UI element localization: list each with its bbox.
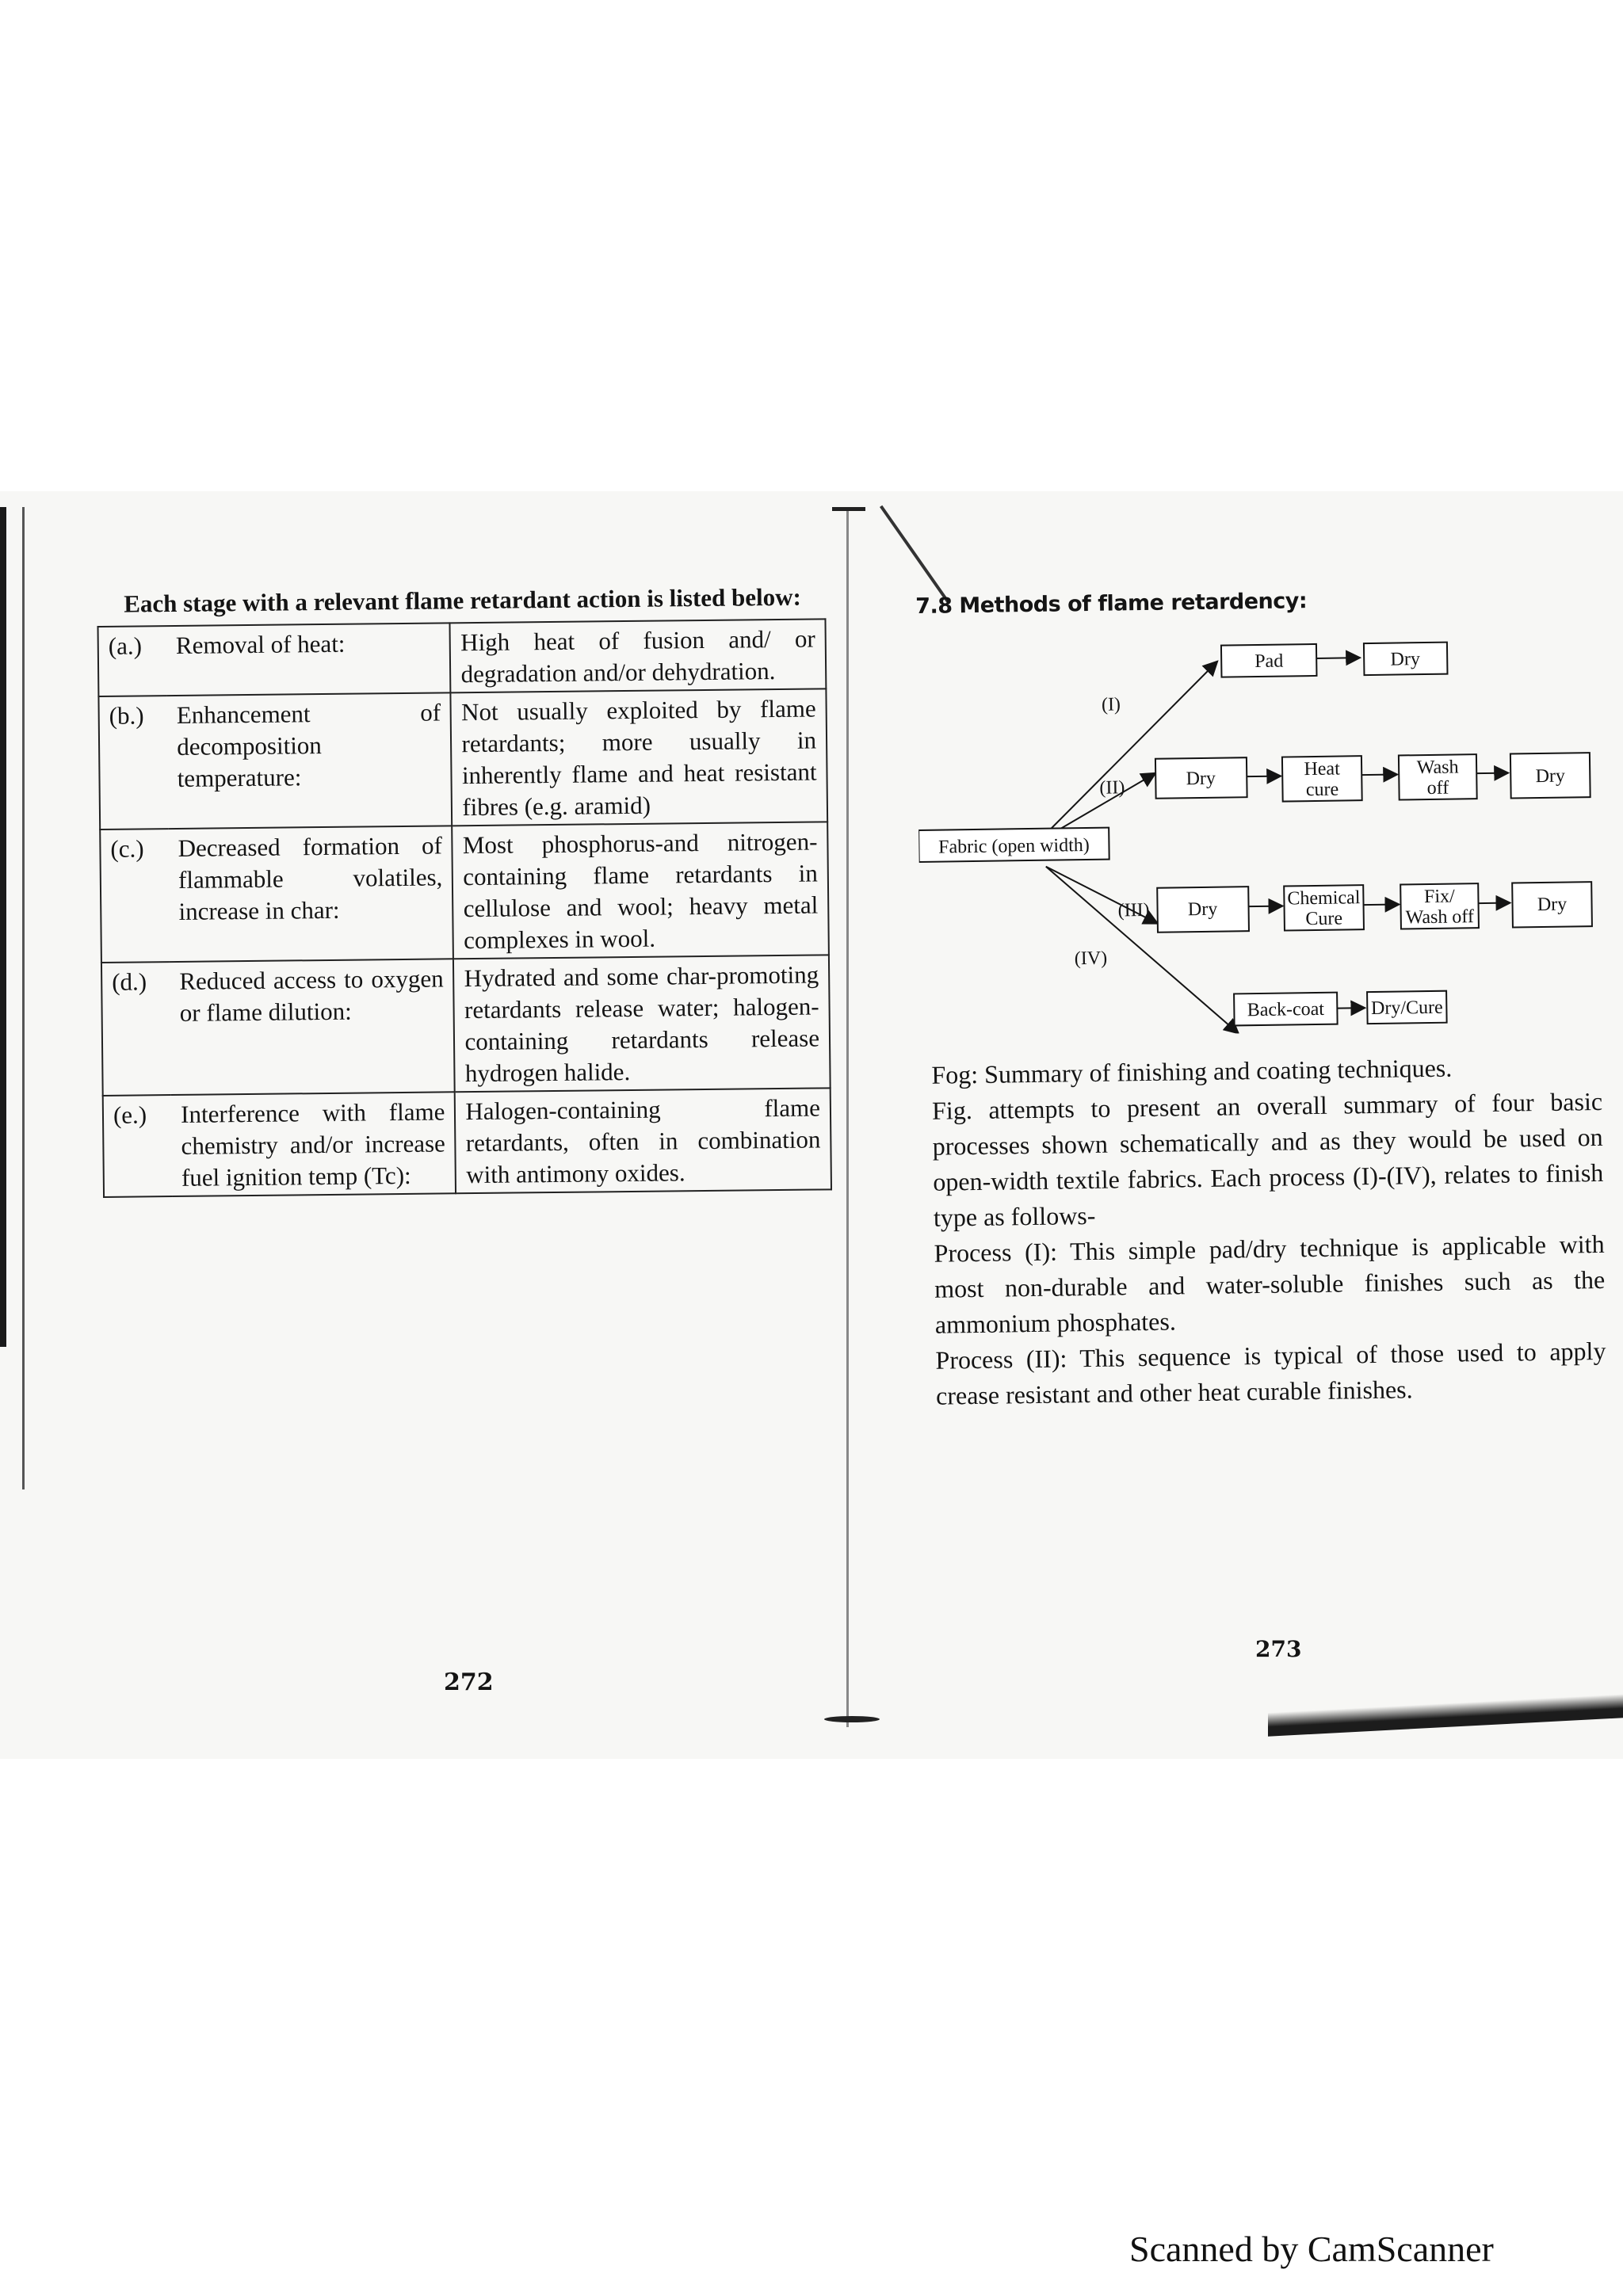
process-label-3: (III) (1117, 899, 1150, 921)
row-label: (c.) (100, 829, 170, 963)
arrow (1479, 903, 1510, 904)
heat-cure-label: cure (1305, 779, 1339, 801)
action-cell: Hydrated and some char-promoting retardants release water; halogen-containing retardants release hydrogen halide. (453, 955, 830, 1092)
stage-cell: Decreased formation of flammable volatiles, increase in char: (168, 826, 453, 962)
figure-caption: Fog: Summary of finishing and coating techniques. (931, 1053, 1453, 1089)
scanner-watermark: Scanned by CamScanner (1129, 2229, 1494, 2269)
stage-cell: Enhancement of decomposition temperature: (167, 692, 453, 829)
arrow (1249, 906, 1283, 907)
heat-cure-label: Heat (1304, 758, 1340, 780)
arrow (1476, 773, 1508, 774)
row-label: (b.) (98, 696, 168, 830)
dry-label: Dry (1390, 649, 1421, 670)
arrow (1361, 775, 1397, 776)
page-number-left: 272 (444, 1669, 494, 1696)
fabric-label: Fabric (open width) (938, 834, 1090, 858)
arrow (1364, 905, 1400, 906)
row-label: (a.) (98, 626, 167, 696)
intro-text: Each stage with a relevant flame retardant action is listed below: (124, 582, 802, 618)
action-cell: Most phosphorus-and nitrogen-containing flame retardants in cellulose and wool; heavy metal complexes in wool. (453, 822, 829, 959)
stage-cell: Interference with flame chemistry and/or increase fuel ignition temp (Tc): (171, 1092, 456, 1196)
gutter-mark (832, 507, 865, 511)
process-label-1: (I) (1101, 694, 1121, 715)
book-gutter (846, 507, 849, 1727)
action-cell: Halogen-containing flame retardants, often in combination with antimony oxides. (455, 1088, 831, 1193)
chemical-cure-label: Cure (1305, 908, 1343, 930)
back-coat-label: Back-coat (1247, 998, 1325, 1021)
table-row (103, 1088, 831, 1197)
page-edge-line (22, 507, 25, 1489)
stage-cell: Removal of heat: (166, 623, 451, 696)
branch-line-1 (1035, 662, 1220, 842)
page-number-right: 273 (1255, 1636, 1302, 1662)
table-row (98, 688, 827, 830)
process-flow-diagram (916, 616, 1603, 1038)
table-row (98, 619, 827, 696)
process-label-4: (IV) (1074, 948, 1108, 970)
flame-retardant-table (97, 618, 833, 1198)
wash-off-label: Wash (1416, 757, 1459, 779)
dry-label: Dry (1537, 894, 1568, 916)
section-title: 7.8 Methods of flame retardency: (915, 589, 1308, 619)
chemical-cure-label: Chemical (1287, 887, 1361, 910)
dry-label: Dry (1187, 898, 1218, 921)
page-edge-shadow (0, 507, 6, 1347)
arrow (1247, 776, 1281, 777)
fix-wash-off-label: Wash off (1405, 906, 1475, 929)
row-label: (d.) (101, 962, 171, 1096)
process-label-2: (II) (1099, 777, 1125, 799)
wash-off-label: off (1426, 777, 1449, 799)
stage-cell: Reduced access to oxygen or flame dilution: (170, 959, 455, 1095)
row-label: (e.) (103, 1095, 173, 1197)
pad-label: Pad (1254, 650, 1284, 673)
dry-label: Dry (1535, 765, 1566, 788)
dry-label: Dry (1186, 768, 1216, 790)
body-text (931, 1048, 1606, 1414)
paragraph: Process (I): This simple pad/dry technique is applicable with most non-durable and water-soluble finishes such as the ammonium phosphates. (934, 1229, 1606, 1339)
paragraph: Process (II): This sequence is typical of those used to apply crease resistant and other heat curable finishes. (935, 1336, 1606, 1410)
dry-cure-label: Dry/Cure (1370, 997, 1443, 1020)
left-page (97, 580, 832, 1198)
table-row (100, 822, 829, 963)
paragraph: Fig. attempts to present an overall summary of four basic processes shown schematically and as they would be used on open-width textile fabrics. Each process (I)-(IV), relates to finish type as follows- (931, 1086, 1604, 1232)
action-cell: Not usually exploited by flame retardants; more usually in inherently flame and heat resistant fibres (e.g. aramid) (451, 688, 827, 826)
table-row (101, 955, 831, 1096)
gutter-mark (824, 1716, 880, 1722)
action-cell: High heat of fusion and/ or degradation and/or dehydration. (450, 619, 826, 692)
fix-wash-off-label: Fix/ (1423, 886, 1455, 908)
